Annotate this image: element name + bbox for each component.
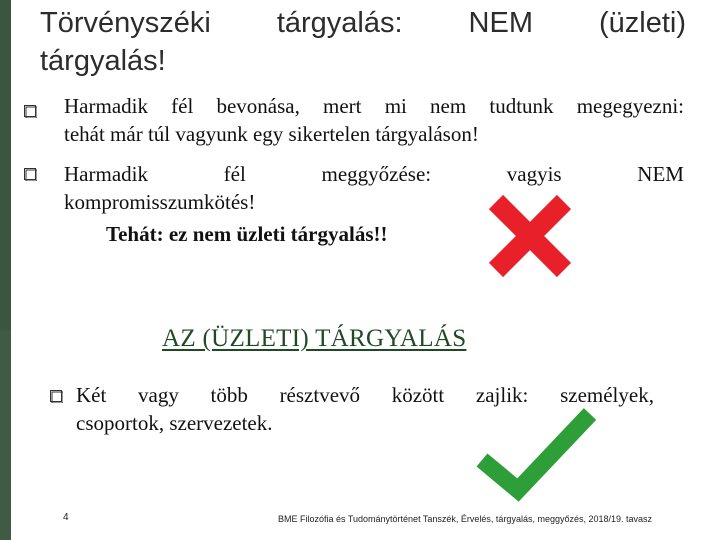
- bullet-top-2-line-1: [64, 160, 684, 188]
- footer-text: BME Filozófia és Tudománytörténet Tanszék, Érvelés, tárgyalás, meggyőzés, 2018/19. tavasz: [278, 514, 653, 524]
- title-word: NEM: [468, 7, 533, 39]
- checkbox-bullet-icon: [50, 390, 63, 403]
- word: Harmadik: [64, 162, 148, 186]
- word: fél: [223, 162, 246, 186]
- title-line-1: [40, 4, 686, 42]
- green-checkmark-icon: [470, 402, 600, 507]
- sidebar-band-top: [0, 0, 11, 330]
- word: között: [391, 383, 445, 407]
- word: vagyis: [506, 162, 562, 186]
- bullet-bottom-1-line-2: csoportok, szervezetek.: [76, 411, 273, 435]
- emphasis-line: Tehát: ez nem üzleti tárgyalás!!: [106, 222, 388, 246]
- word: vagy: [138, 383, 179, 407]
- checkbox-bullet-icon: [24, 105, 37, 118]
- checkbox-bullet-icon: [24, 168, 37, 181]
- title-line-2: tárgyalás!: [40, 45, 166, 77]
- word: több: [210, 383, 248, 407]
- word: zajlik:: [475, 383, 529, 407]
- bullet-top-1-line-2: tehát már túl vagyunk egy sikertelen tárgyaláson!: [64, 122, 479, 146]
- bullet-top-2: [64, 160, 684, 248]
- title-word: (üzleti): [598, 7, 686, 39]
- bullet-top-1: [64, 92, 684, 148]
- bullet-top-1-line-1: Harmadik fél bevonása, mert mi nem tudtunk megegyezni:: [64, 94, 684, 118]
- word: személyek,: [560, 383, 654, 407]
- sidebar-band: [0, 0, 11, 540]
- word: Két: [76, 383, 107, 407]
- bullet-top-2-line-2: kompromisszumkötés!: [64, 190, 256, 214]
- word: meggyőzése:: [321, 162, 432, 186]
- section-heading: AZ (ÜZLETI) TÁRGYALÁS: [162, 325, 467, 352]
- page-number: 4: [63, 512, 69, 523]
- word: résztvevő: [279, 383, 361, 407]
- word: NEM: [637, 162, 684, 186]
- red-x-icon: [486, 192, 574, 285]
- slide-title: [40, 4, 686, 80]
- title-word: Törvényszéki: [40, 7, 211, 39]
- title-word: tárgyalás:: [276, 7, 403, 39]
